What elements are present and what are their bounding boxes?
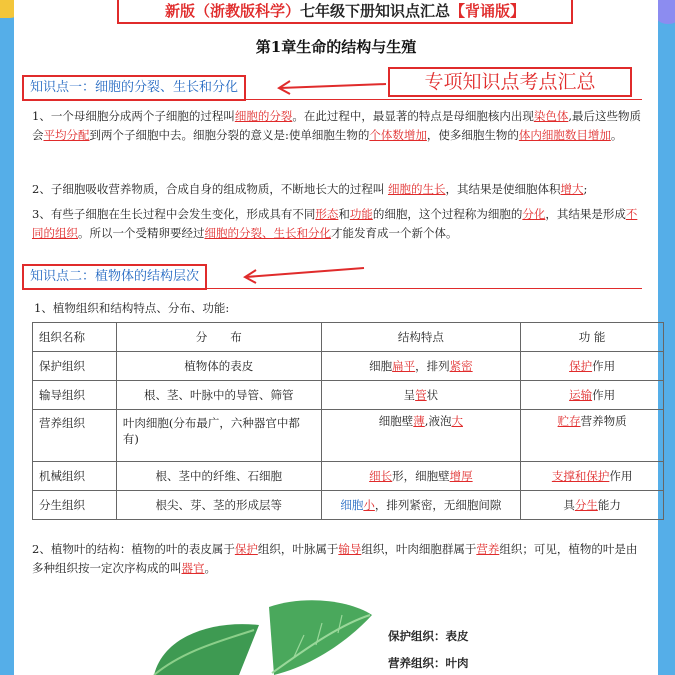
document-page: [14, 0, 658, 675]
text-fragment: 作用: [609, 469, 633, 483]
section-divider: [22, 99, 642, 100]
text-fragment: 能力: [597, 498, 621, 512]
highlighted-term: 输导: [338, 542, 362, 556]
text-fragment: ;: [583, 182, 588, 196]
text-fragment: ,液泡: [424, 414, 452, 428]
highlighted-term: 不同的组织: [32, 207, 638, 240]
highlighted-term: 分化: [522, 207, 546, 221]
text-fragment: 3、有些子细胞在生长过程中会发生变化，形成具有不同: [32, 207, 316, 221]
text-fragment: 组织；可见，植物的叶是由多种组织按一定次序构成的叫: [32, 542, 638, 575]
tissue-function: [521, 491, 664, 520]
text-fragment: ，其结果是使细胞体积: [445, 182, 561, 196]
table-row: [33, 462, 664, 491]
highlighted-term: 细胞的分裂: [234, 109, 293, 123]
text-fragment: 。所以一个受精卵要经过: [78, 226, 205, 240]
paragraph-cell-division: [32, 107, 646, 145]
text-fragment: 细胞: [369, 359, 393, 373]
table-row: [33, 410, 664, 462]
text-fragment: ，其结果是形成: [545, 207, 626, 221]
paragraph-cell-growth: [32, 180, 646, 199]
table-intro: 1、植物组织和结构特点、分布、功能:: [34, 301, 230, 315]
highlighted-term: 紧密: [449, 359, 473, 373]
banner-edition: 新版（浙教版科学）: [164, 2, 300, 20]
tissue-structure: [321, 462, 521, 491]
tissue-name: 营养组织: [33, 410, 117, 462]
chapter-title: 第1章生命的结构与生殖: [255, 38, 417, 56]
tissue-distribution: 植物体的表皮: [116, 352, 321, 381]
highlighted-term: 运输: [569, 388, 593, 402]
table-row: [33, 381, 664, 410]
highlighted-term: 平均分配: [43, 128, 90, 142]
text-fragment: 才能发育成一个新个体。: [331, 226, 458, 240]
highlighted-term: 贮存: [557, 414, 581, 428]
highlighted-term: 大: [451, 414, 463, 428]
leaf-label-nutrient: 营养组织：叶肉: [388, 656, 469, 670]
tissue-structure: [321, 352, 521, 381]
text-fragment: 到两个子细胞中去。细胞分裂的意义是:使单细胞生物的: [89, 128, 370, 142]
tissue-name: 分生组织: [33, 491, 117, 520]
highlighted-term: 细长: [369, 469, 393, 483]
leaf-illustration: [144, 595, 374, 675]
text-fragment: 。: [204, 561, 216, 575]
text-fragment: 的细胞，这个过程称为细胞的: [372, 207, 523, 221]
column-header: 功 能: [521, 323, 664, 352]
highlighted-term: 细胞的分裂、生长和分化: [204, 226, 331, 240]
tissue-structure: [321, 491, 521, 520]
text-fragment: 组织，叶脉属于: [257, 542, 339, 556]
tissue-distribution: 根、茎、叶脉中的导管、筛管: [116, 381, 321, 410]
text-fragment: 组织，叶肉细胞群属于: [361, 542, 477, 556]
text-fragment: 2、植物叶的结构：植物的叶的表皮属于: [32, 542, 235, 556]
highlighted-term: 细胞的生长: [387, 182, 446, 196]
knowledge-point-2-heading: [22, 264, 207, 290]
tissue-name: 机械组织: [33, 462, 117, 491]
tissue-function: [521, 410, 664, 462]
highlighted-term: 管: [415, 388, 427, 402]
highlighted-term: 扁平: [392, 359, 416, 373]
arrow-icon: [276, 72, 388, 96]
text-fragment: 。在此过程中，最显著的特点是母细胞核内出现: [292, 109, 534, 123]
highlighted-term: 形态: [315, 207, 339, 221]
column-header: 组织名称: [33, 323, 117, 352]
text-fragment: 作用: [592, 359, 616, 373]
tissue-function: [521, 352, 664, 381]
highlighted-term: 染色体: [533, 109, 569, 123]
special-summary-label: 专项知识点考点汇总: [388, 67, 632, 97]
text-fragment: 细胞壁: [378, 414, 414, 428]
title-banner: [117, 0, 573, 24]
highlighted-term: 器官: [181, 561, 205, 575]
leaf-label-protective: 保护组织：表皮: [388, 629, 469, 643]
column-header: 结构特点: [321, 323, 521, 352]
text-fragment: 状: [426, 388, 439, 402]
tissue-structure: [321, 410, 521, 462]
highlighted-term: 保护: [569, 359, 593, 373]
arrow-icon: [242, 262, 366, 286]
highlighted-term: 薄: [413, 414, 425, 428]
plant-tissue-table: [32, 322, 664, 520]
knowledge-point-1-heading: [22, 75, 246, 101]
text-fragment: 和: [338, 207, 350, 221]
highlighted-term: 功能: [349, 207, 373, 221]
text-fragment: 呈: [403, 388, 416, 402]
tissue-distribution: 根尖、芽、茎的形成层等: [116, 491, 321, 520]
text-fragment: 1、一个母细胞分成两个子细胞的过程叫: [32, 109, 235, 123]
tissue-function: [521, 381, 664, 410]
highlighted-term: 体内细胞数目增加: [518, 128, 611, 142]
tissue-distribution: 叶肉细胞(分布最广，六种器官中都有): [116, 410, 321, 462]
text-fragment: 。: [610, 128, 623, 142]
tissue-function: [521, 462, 664, 491]
leaf-icon: [144, 595, 374, 675]
text-fragment: ，排列: [415, 359, 450, 373]
text-fragment: 营养物质: [580, 414, 627, 428]
highlighted-term: 小: [363, 498, 375, 512]
highlighted-term: 营养: [476, 542, 500, 556]
paragraph-leaf-structure: [32, 540, 646, 578]
text-fragment: 具: [563, 498, 575, 512]
section-divider: [22, 288, 642, 289]
column-header: 分 布: [116, 323, 321, 352]
banner-title: 七年级下册知识点汇总: [299, 2, 450, 20]
text-fragment: 细胞: [340, 498, 364, 512]
table-row: [33, 491, 664, 520]
tissue-structure: [321, 381, 521, 410]
knowledge-point-2-title: 知识点二：植物体的结构层次: [30, 269, 200, 284]
text-fragment: ,最后这些物质会: [32, 109, 641, 142]
text-fragment: ，排列紧密，无细胞间隙: [374, 498, 502, 512]
text-fragment: 2、子细胞吸收营养物质，合成自身的组成物质，不断地长大的过程叫: [32, 182, 388, 196]
tissue-distribution: 根、茎中的纤维、石细胞: [116, 462, 321, 491]
tissue-name: 保护组织: [33, 352, 117, 381]
text-fragment: 作用: [592, 388, 616, 402]
tissue-name: 输导组织: [33, 381, 117, 410]
paragraph-cell-differentiation: [32, 205, 646, 243]
highlighted-term: 增大: [560, 182, 584, 196]
highlighted-term: 增厚: [449, 469, 473, 483]
highlighted-term: 保护: [234, 542, 258, 556]
highlighted-term: 分生: [574, 498, 598, 512]
knowledge-point-1-title: 知识点一：细胞的分裂、生长和分化: [30, 80, 239, 95]
table-row: [33, 352, 664, 381]
highlighted-term: 个体数增加: [369, 128, 427, 142]
text-fragment: 形，细胞壁: [392, 469, 450, 483]
highlighted-term: 支撑和保护: [551, 469, 610, 483]
banner-tag: 【背诵版】: [450, 2, 526, 20]
text-fragment: ，使多细胞生物的: [426, 128, 519, 142]
table-header-row: [33, 323, 664, 352]
